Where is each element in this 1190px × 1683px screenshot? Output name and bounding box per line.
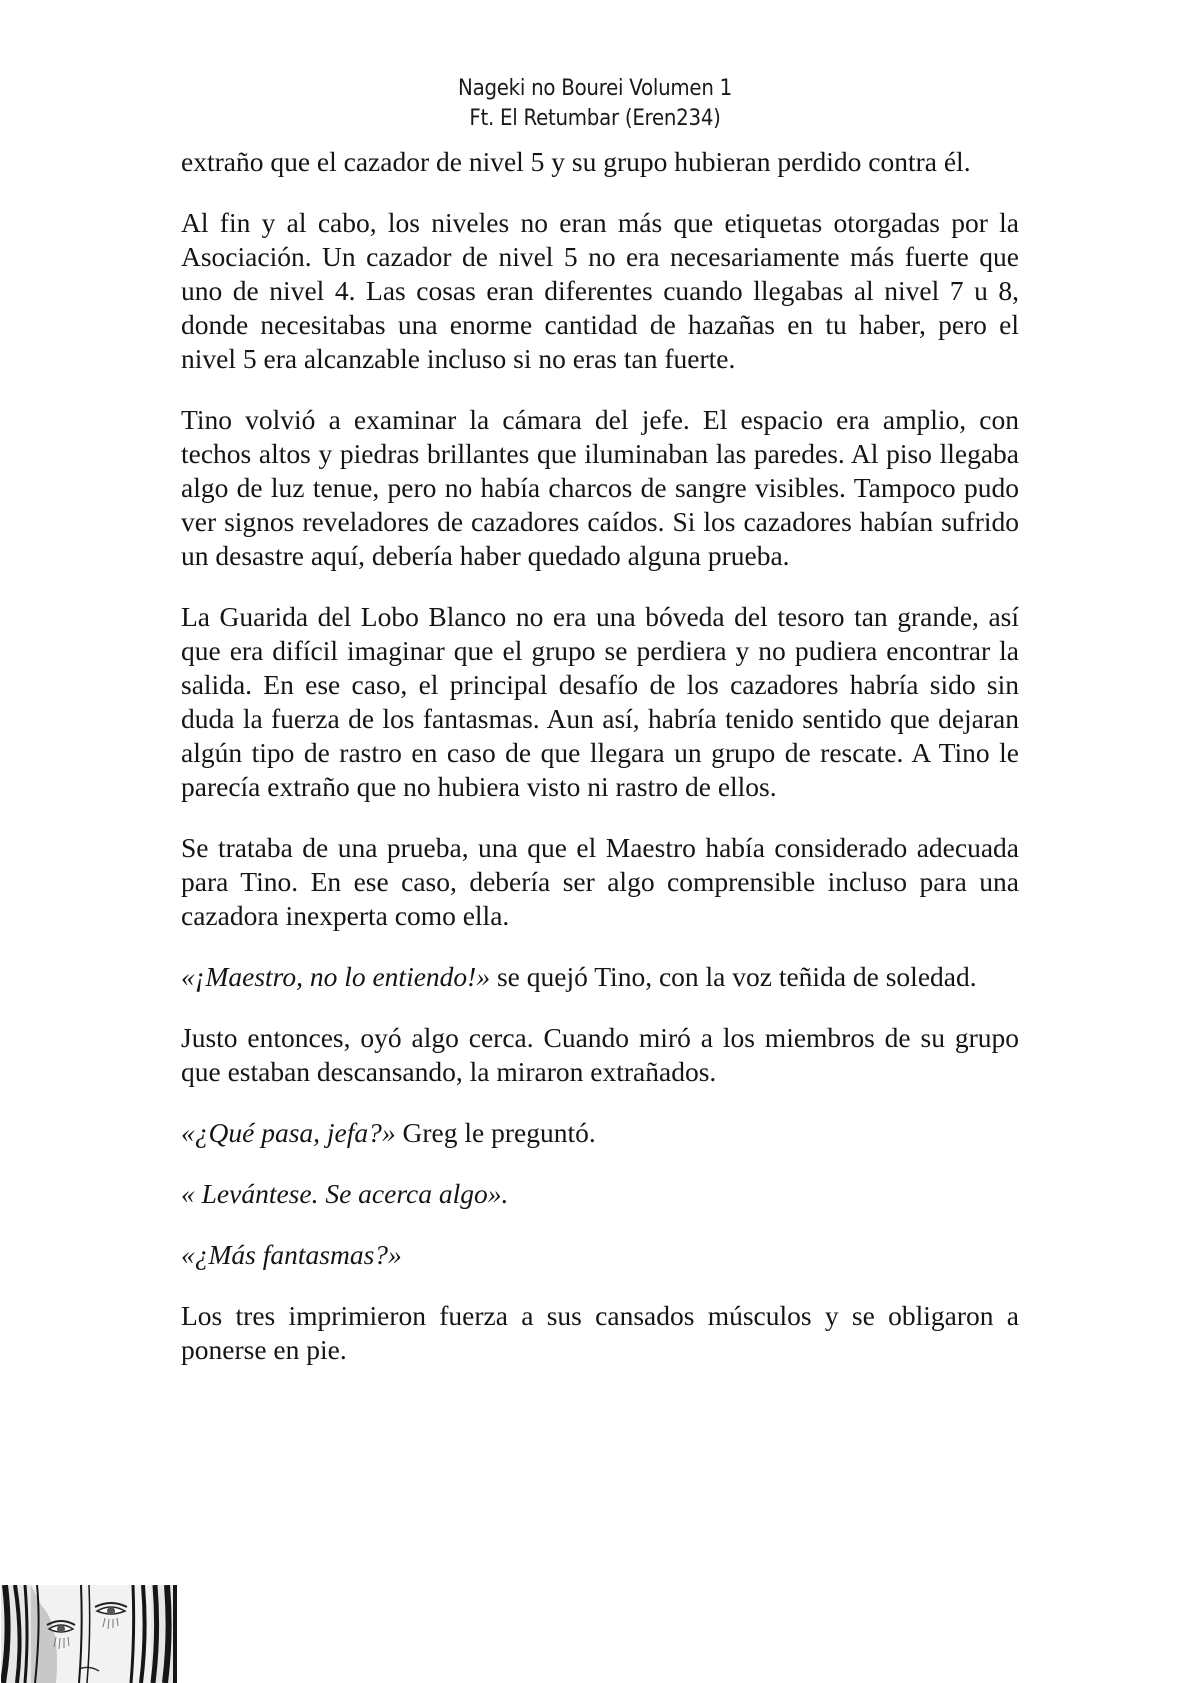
dialogue-quote: «¿Más fantasmas?» (181, 1239, 402, 1270)
dialogue-paragraph (181, 1177, 1019, 1211)
character-illustration (1, 1585, 177, 1683)
dialogue-quote: « Levántese. Se acerca algo». (181, 1178, 509, 1209)
page-header (0, 74, 1190, 134)
body-text (181, 145, 1019, 1394)
paragraph: La Guarida del Lobo Blanco no era una bóveda del tesoro tan grande, así que era difícil imaginar que el grupo se perdiera y no pudiera encontrar la salida. En ese caso, el principal desafío de los cazadores habría sido sin duda la fuerza de los fantasmas. Aun así, habría tenido sentido que dejaran algún tipo de rastro en caso de que llegara un grupo de rescate. A Tino le parecía extraño que no hubiera visto ni rastro de ellos. (181, 601, 1019, 802)
header-subtitle: Ft. El Retumbar (Eren234) (469, 106, 721, 131)
dialogue-paragraph (181, 1238, 1019, 1272)
dialogue-paragraph: «¿Qué pasa, jefa?» Greg le preguntó. (181, 1117, 596, 1148)
paragraph: Justo entonces, oyó algo cerca. Cuando miró a los miembros de su grupo que estaban descansando, la miraron extrañados. (181, 1022, 1019, 1087)
dialogue-quote: «¿Qué pasa, jefa?» (181, 1117, 396, 1148)
header-title: Nageki no Bourei Volumen 1 (458, 76, 732, 101)
paragraph: Los tres imprimieron fuerza a sus cansados músculos y se obligaron a ponerse en pie. (181, 1300, 1019, 1365)
paragraph: Tino volvió a examinar la cámara del jefe. El espacio era amplio, con techos altos y piedras brillantes que iluminaban las paredes. Al piso llegaba algo de luz tenue, pero no había charcos de sangre visibles. Tampoco pudo ver signos reveladores de cazadores caídos. Si los cazadores habían sufrido un desastre aquí, debería haber quedado alguna prueba. (181, 404, 1019, 571)
portrait-image (1, 1585, 177, 1683)
paragraph: extraño que el cazador de nivel 5 y su grupo hubieran perdido contra él. (181, 146, 971, 177)
paragraph: Se trataba de una prueba, una que el Maestro había considerado adecuada para Tino. En ese caso, debería ser algo comprensible incluso para una cazadora inexperta como ella. (181, 832, 1019, 931)
paragraph: Al fin y al cabo, los niveles no eran más que etiquetas otorgadas por la Asociación. Un cazador de nivel 5 no era necesariamente más fuerte que uno de nivel 4. Las cosas eran diferentes cuando llegabas al nivel 7 u 8, donde necesitabas una enorme cantidad de hazañas en tu haber, pero el nivel 5 era alcanzable incluso si no eras tan fuerte. (181, 207, 1019, 374)
dialogue-quote: «¡Maestro, no lo entiendo!» (181, 961, 491, 992)
dialogue-paragraph: «¡Maestro, no lo entiendo!» se quejó Tino, con la voz teñida de soledad. (181, 961, 977, 992)
